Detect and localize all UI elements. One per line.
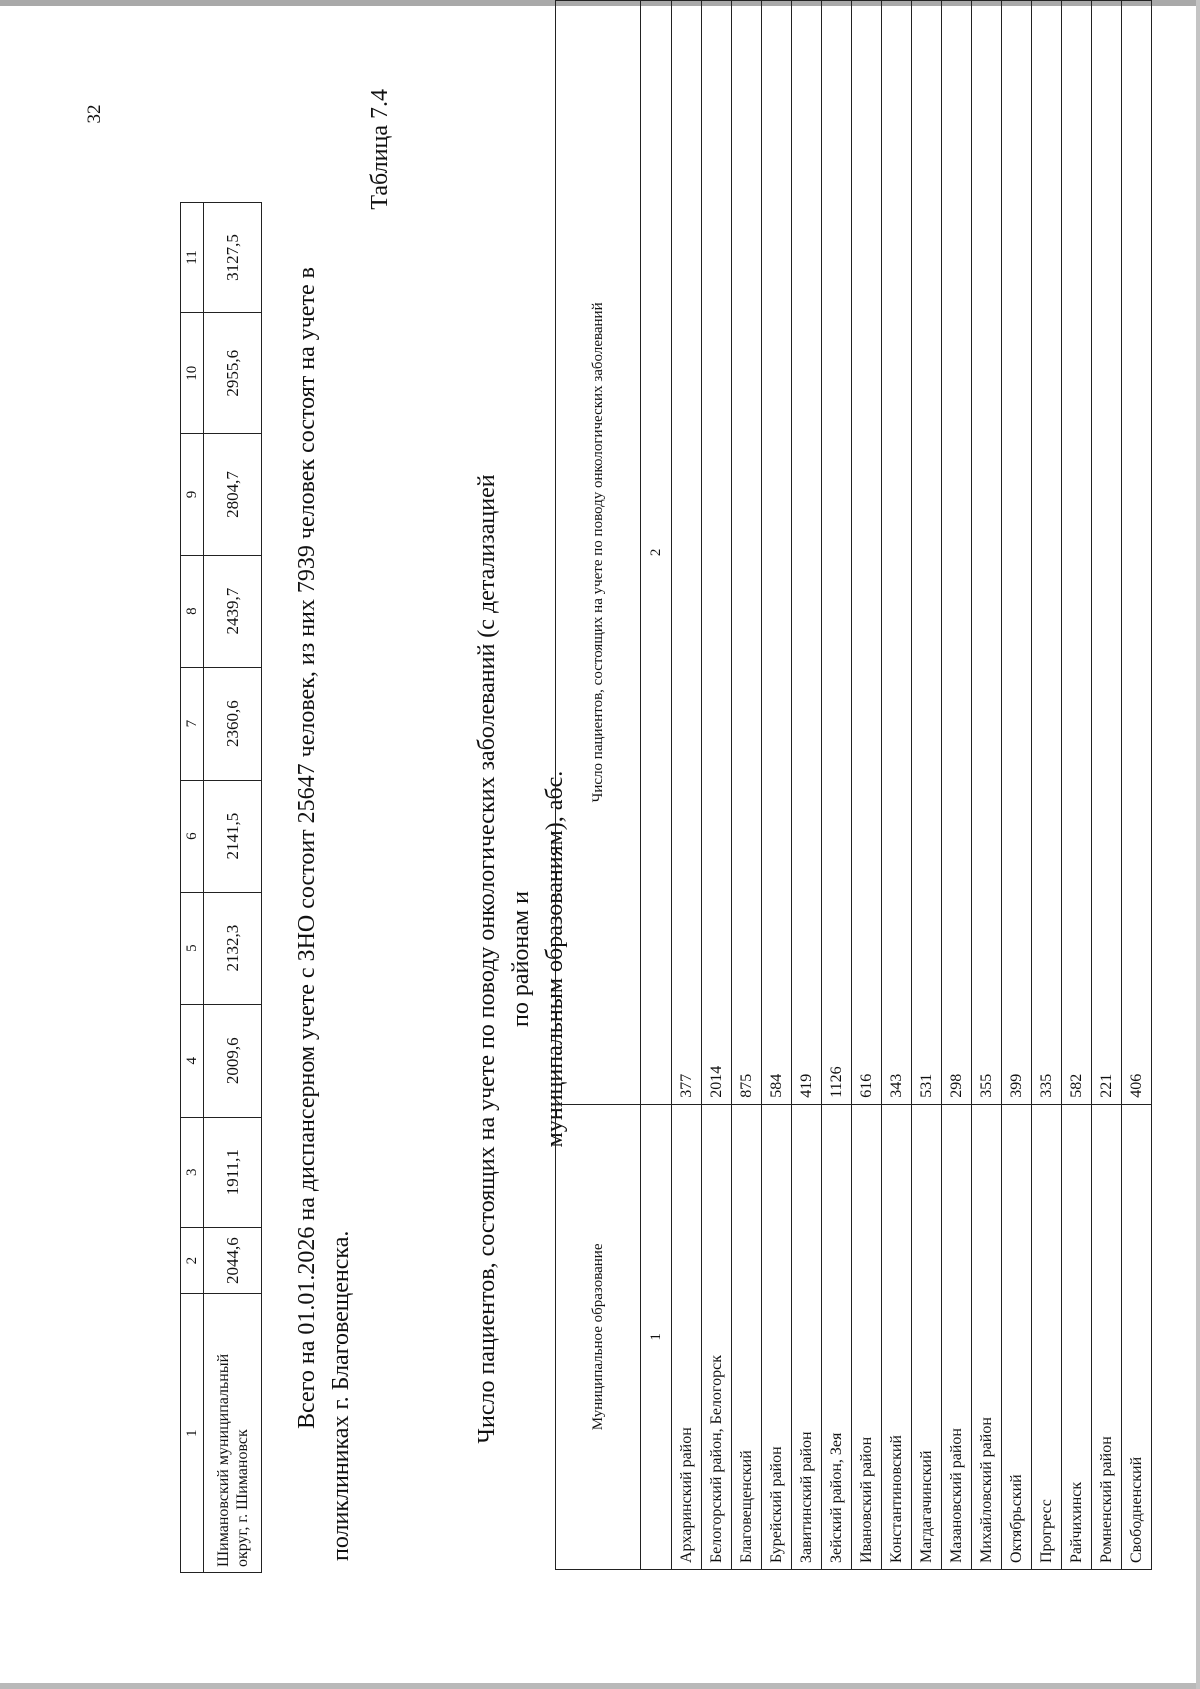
table-caption-line2: муниципальным образованиям), абс. [542, 770, 568, 1148]
municipality-name-cell: Свободненский [1122, 1104, 1152, 1569]
summary-value-cell: 2044,6 [204, 1227, 262, 1294]
table-row [1032, 1, 1062, 1570]
patients-count-cell: 419 [792, 1, 822, 1105]
patients-table-number-row [641, 1, 672, 1570]
table-row [972, 1, 1002, 1570]
patients-count-cell: 875 [732, 1, 762, 1105]
municipality-name-cell: Мазановский район [942, 1104, 972, 1569]
summary-value-cell: 2141,5 [204, 780, 262, 892]
summary-header-cell: 10 [181, 313, 204, 434]
patients-count-cell: 582 [1062, 1, 1092, 1105]
summary-header-cell: 3 [181, 1117, 204, 1227]
summary-header-cell: 7 [181, 667, 204, 780]
summary-paragraph: Всего на 01.01.2026 на диспансерном учете с ЗНО состоит 25647 человек, из них 7939 человек состоят на учете в поликлиниках г. Благовещенска. [294, 267, 354, 1561]
patients-table-header-row [556, 1, 641, 1570]
column-number-1: 1 [641, 1104, 672, 1569]
table-row [702, 1, 732, 1570]
summary-header-cell: 11 [181, 203, 204, 313]
table-row [672, 1, 702, 1570]
patients-count-cell: 531 [912, 1, 942, 1105]
patients-count-cell: 298 [942, 1, 972, 1105]
table-row [822, 1, 852, 1570]
summary-table-header-row [181, 203, 204, 1573]
table-row [732, 1, 762, 1570]
table-caption-line1: Число пациентов, состоящих на учете по поводу онкологических заболеваний (с детализацией по районам и [474, 474, 534, 1444]
patients-count-cell: 616 [852, 1, 882, 1105]
summary-value-cell: 2132,3 [204, 892, 262, 1004]
table-row [1122, 1, 1152, 1570]
summary-value-cell: 1911,1 [204, 1117, 262, 1227]
patients-column-header: Число пациентов, состоящих на учете по поводу онкологических заболеваний [556, 1, 641, 1105]
patients-count-cell: 406 [1122, 1, 1152, 1105]
summary-row-name-line1: Шимановский муниципальный [214, 1353, 232, 1567]
patients-count-cell: 584 [762, 1, 792, 1105]
page-number: 32 [84, 104, 105, 124]
column-number-2: 2 [641, 1, 672, 1105]
summary-header-cell: 9 [181, 434, 204, 555]
patients-count-cell: 335 [1032, 1, 1062, 1105]
table-row [762, 1, 792, 1570]
municipality-name-cell: Магдагачинский [912, 1104, 942, 1569]
patients-count-cell: 221 [1092, 1, 1122, 1105]
municipality-name-cell: Михайловский район [972, 1104, 1002, 1569]
patients-count-cell: 399 [1002, 1, 1032, 1105]
summary-header-cell: 5 [181, 892, 204, 1004]
municipality-name-cell: Белогорский район, Белогорск [702, 1104, 732, 1569]
summary-table [180, 202, 262, 1573]
summary-row-name [204, 1294, 262, 1573]
summary-value-cell: 3127,5 [204, 203, 262, 313]
municipality-name-cell: Благовещенский [732, 1104, 762, 1569]
summary-value-cell: 2009,6 [204, 1004, 262, 1117]
patients-table-body [672, 1, 1152, 1570]
summary-value-cell: 2439,7 [204, 555, 262, 667]
municipality-name-cell: Октябрьский [1002, 1104, 1032, 1569]
table-row [882, 1, 912, 1570]
table-row [852, 1, 882, 1570]
table-row [1092, 1, 1122, 1570]
table-row [942, 1, 972, 1570]
municipality-name-cell: Ромненский район [1092, 1104, 1122, 1569]
table-row [1062, 1, 1092, 1570]
table-row [1002, 1, 1032, 1570]
municipality-name-cell: Ивановский район [852, 1104, 882, 1569]
summary-header-cell: 2 [181, 1227, 204, 1294]
summary-header-cell: 1 [181, 1294, 204, 1573]
summary-table-row [204, 203, 262, 1573]
patients-count-cell: 1126 [822, 1, 852, 1105]
municipality-name-cell: Райчихинск [1062, 1104, 1092, 1569]
municipality-name-cell: Бурейский район [762, 1104, 792, 1569]
patients-count-cell: 343 [882, 1, 912, 1105]
municipality-name-cell: Зейский район, Зея [822, 1104, 852, 1569]
patients-count-cell: 355 [972, 1, 1002, 1105]
summary-header-cell: 8 [181, 555, 204, 667]
patients-count-cell: 377 [672, 1, 702, 1105]
municipality-column-header: Муниципальное образование [556, 1104, 641, 1569]
summary-value-cell: 2360,6 [204, 667, 262, 780]
table-row [912, 1, 942, 1570]
table-row [792, 1, 822, 1570]
summary-header-cell: 6 [181, 780, 204, 892]
municipality-name-cell: Архаринский район [672, 1104, 702, 1569]
patients-table [555, 0, 1152, 1570]
table-label: Таблица 7.4 [367, 89, 393, 210]
summary-row-name-line2: округ, г. Шимановск [233, 1429, 251, 1567]
summary-value-cell: 2804,7 [204, 434, 262, 555]
municipality-name-cell: Константиновский [882, 1104, 912, 1569]
patients-count-cell: 2014 [702, 1, 732, 1105]
summary-value-cell: 2955,6 [204, 313, 262, 434]
municipality-name-cell: Завитинский район [792, 1104, 822, 1569]
municipality-name-cell: Прогресс [1032, 1104, 1062, 1569]
summary-header-cell: 4 [181, 1004, 204, 1117]
